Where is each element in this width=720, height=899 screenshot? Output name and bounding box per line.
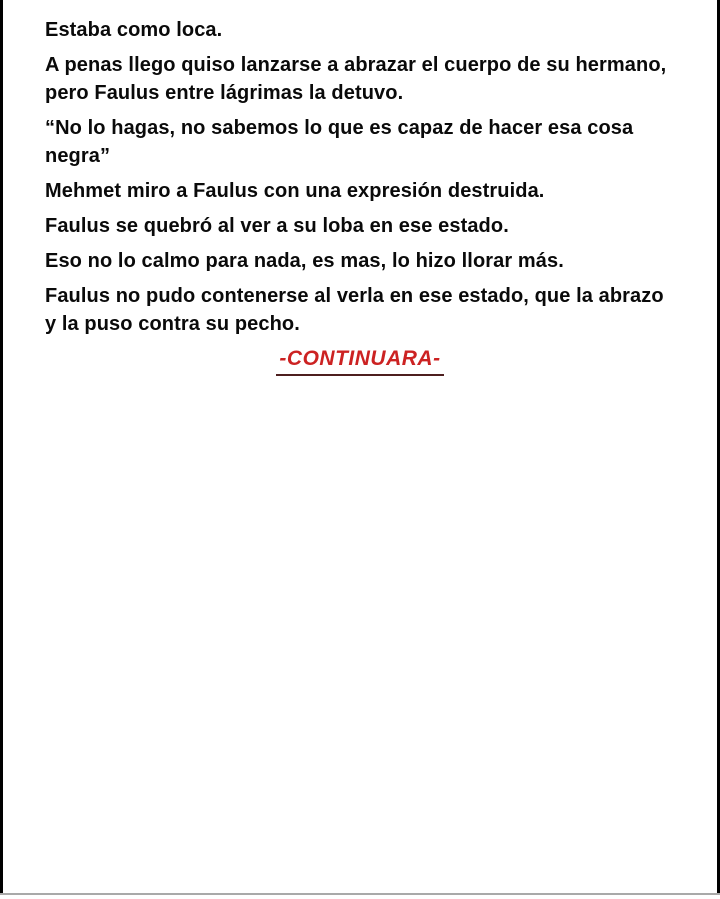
story-text-block (0, 0, 720, 383)
story-paragraph: Mehmet miro a Faulus con una expresión destruida. (45, 180, 545, 202)
continuation-marker (45, 345, 675, 376)
continuation-label: -CONTINUARA- (276, 345, 443, 376)
story-paragraph: Estaba como loca. (45, 19, 223, 41)
story-paragraph: “No lo hagas, no sabemos lo que es capaz de hacer esa cosa negra” (45, 117, 634, 167)
story-paragraph: Faulus se quebró al ver a su loba en ese estado. (45, 215, 509, 237)
story-paragraph: A penas llego quiso lanzarse a abrazar el cuerpo de su hermano, pero Faulus entre lágrimas la detuvo. (45, 54, 667, 104)
story-paragraph: Faulus no pudo contenerse al verla en ese estado, que la abrazo y la puso contra su pecho. (45, 285, 664, 335)
bottom-divider-line (0, 893, 720, 895)
story-paragraph: Eso no lo calmo para nada, es mas, lo hizo llorar más. (45, 250, 564, 272)
